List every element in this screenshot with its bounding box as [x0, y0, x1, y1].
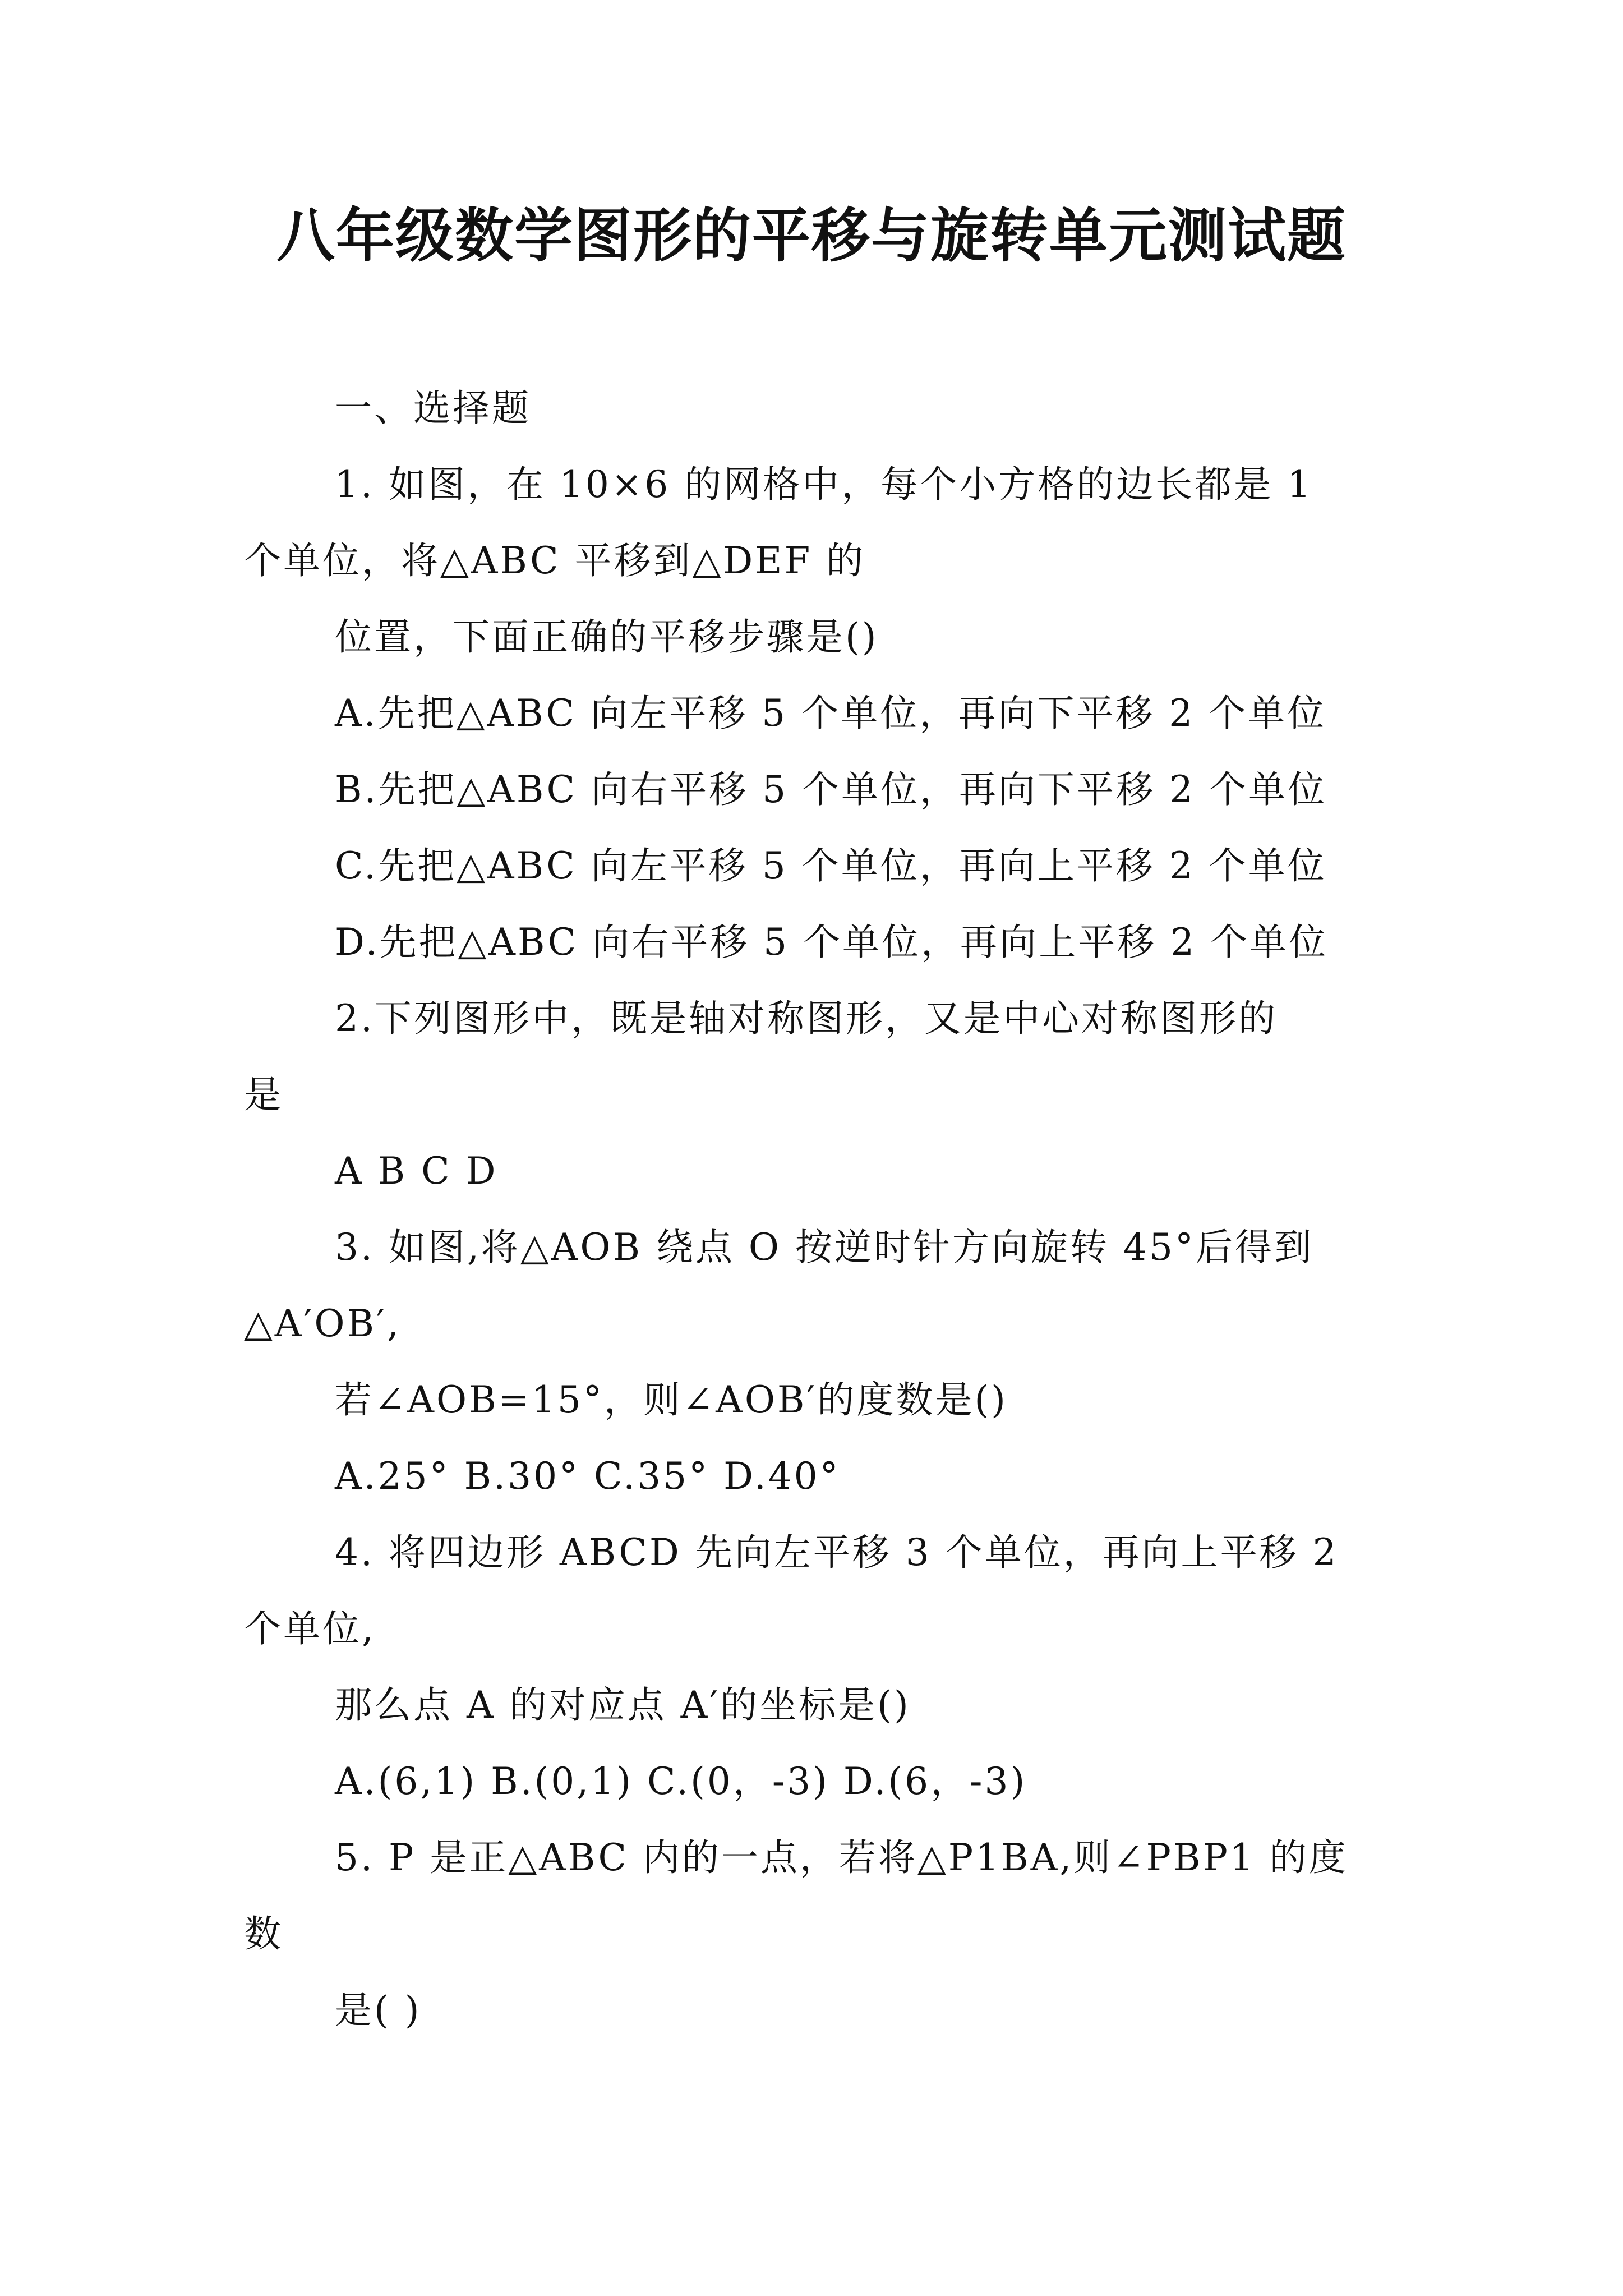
question-2-text: 2.下列图形中，既是轴对称图形，又是中心对称图形的 [335, 997, 1278, 1040]
question-3-text: 3. 如图,将△AOB 绕点 O 按逆时针方向旋转 45°后得到 [335, 1226, 1313, 1269]
question-5-text: 5. P 是正△ABC 内的一点，若将△P1BA,则∠PBP1 的度 [335, 1836, 1348, 1879]
document-title: 八年级数学图形的平移与旋转单元测试题 [276, 201, 1347, 270]
question-1-prompt: 位置，下面正确的平移步骤是() [335, 615, 879, 659]
question-3-options: A.25° B.30° C.35° D.40° [335, 1455, 841, 1498]
question-1-text: 1. 如图，在 10×6 的网格中，每个小方格的边长都是 1 [335, 463, 1313, 506]
question-4-text-cont: 个单位, [244, 1607, 376, 1650]
question-1-text-cont: 个单位，将△ABC 平移到△DEF 的 [244, 539, 866, 582]
question-2-text-cont: 是 [244, 1073, 283, 1116]
question-1-option-b: B.先把△ABC 向右平移 5 个单位，再向下平移 2 个单位 [335, 768, 1327, 811]
question-1-option-d: D.先把△ABC 向右平移 5 个单位，再向上平移 2 个单位 [335, 921, 1329, 964]
question-5-prompt: 是( ) [335, 1989, 422, 2032]
question-3-text-cont: △A′OB′, [244, 1302, 401, 1345]
question-4-prompt: 那么点 A 的对应点 A′的坐标是() [335, 1683, 911, 1727]
question-1-option-a: A.先把△ABC 向左平移 5 个单位，再向下平移 2 个单位 [335, 692, 1327, 735]
question-4-options: A.(6,1) B.(0,1) C.(0，-3) D.(6，-3) [335, 1760, 1027, 1803]
question-1-option-c: C.先把△ABC 向左平移 5 个单位，再向上平移 2 个单位 [335, 844, 1327, 887]
section-heading: 一、选择题 [335, 386, 531, 430]
question-3-prompt: 若∠AOB=15°，则∠AOB′的度数是() [335, 1378, 1008, 1421]
document-body [244, 370, 1377, 2049]
question-5-text-cont: 数 [244, 1912, 283, 1955]
question-2-options: A B C D [335, 1149, 498, 1193]
question-4-text: 4. 将四边形 ABCD 先向左平移 3 个单位，再向上平移 2 [335, 1531, 1339, 1574]
